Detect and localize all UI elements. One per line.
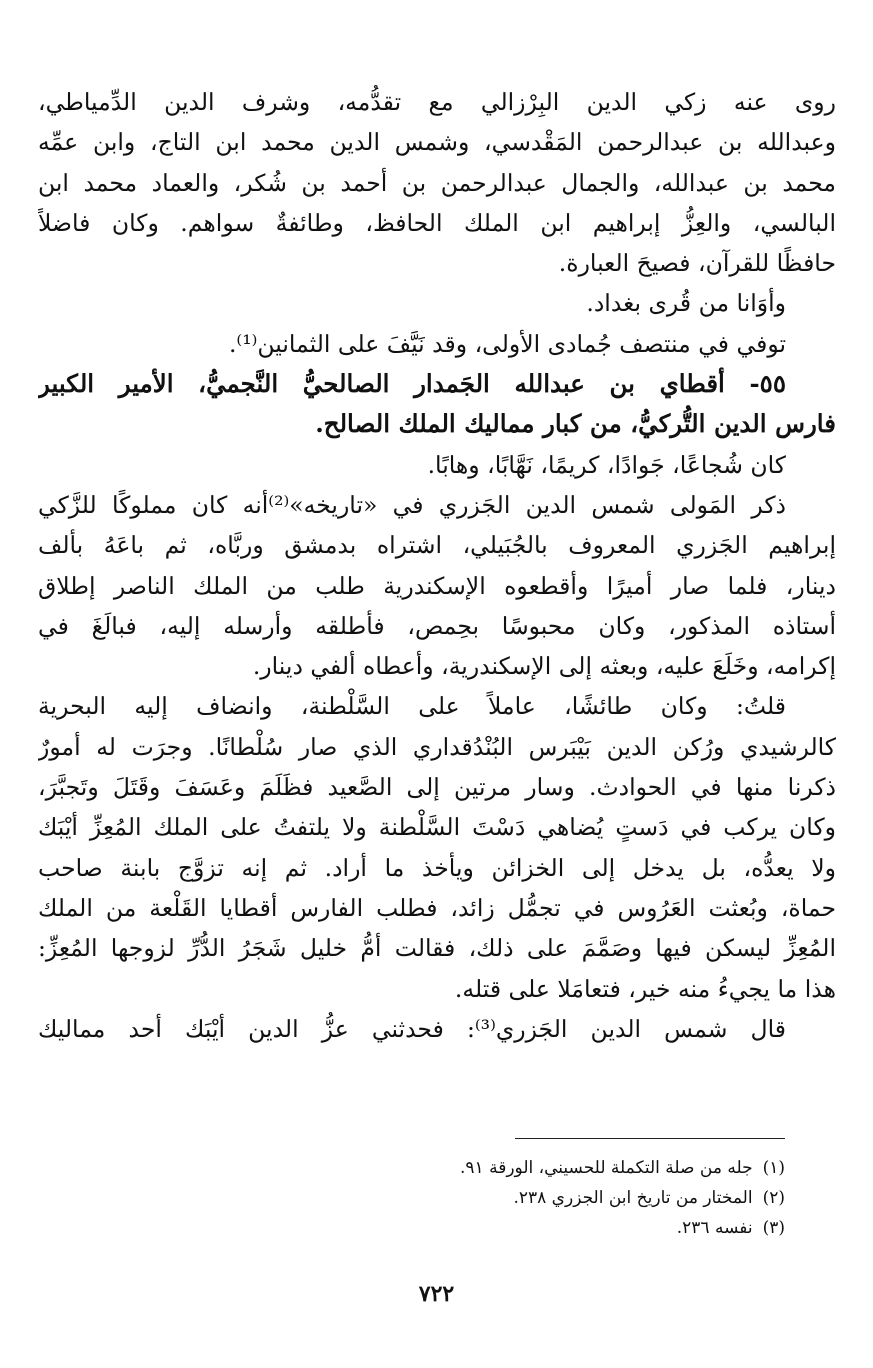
main-text-block bbox=[38, 82, 836, 1049]
footnote-item bbox=[135, 1213, 785, 1243]
entry-heading: فارس الدين التُّركيُّ، من كبار مماليك الملك الصالح. bbox=[315, 409, 836, 439]
footnote-text: جله من صلة التكملة للحسيني، الورقة ٩١. bbox=[460, 1158, 753, 1178]
text-line: دينار، فلما صار أميرًا وأقطعوه الإسكندرية طلب من الملك الناصر إطلاق bbox=[38, 571, 836, 600]
footnote-item bbox=[135, 1153, 785, 1183]
text-line: قال شمس الدين الجَزري⁽³⁾: فحدثني عزُّ الدين أيْبَك أحد مماليك bbox=[38, 1014, 786, 1043]
text-line: حافظًا للقرآن، فصيحَ العبارة. bbox=[558, 249, 836, 278]
footnotes bbox=[135, 1153, 785, 1243]
text-line: إبراهيم الجَزري المعروف بالجُبَيلي، اشتراه بدمشق وربَّاه، ثم باعَهُ بألف bbox=[38, 531, 836, 560]
footnote-item bbox=[135, 1183, 785, 1213]
text-line: قلتُ: وكان طائشًا، عاملاً على السَّلْطنة، وانضاف إليه البحرية bbox=[38, 692, 786, 721]
text-line: كالرشيدي ورُكن الدين بَيْبَرس البُنْدُقداري الذي صار سُلْطانًا. وجرَت له أمورٌ bbox=[38, 732, 836, 761]
text-line: روى عنه زكي الدين البِرْزالي مع تقدُّمه، وشرف الدين الدِّمياطي، bbox=[38, 88, 836, 116]
footnote-divider bbox=[515, 1138, 785, 1139]
text-line: وعبدالله بن عبدالرحمن المَقْدسي، وشمس الدين محمد ابن التاج، وابن عمِّه bbox=[38, 128, 836, 157]
text-line: وكان يركب في دَستٍ يُضاهي دَسْتَ السَّلْطنة ولا يلتفتُ على الملك المُعِزِّ أيْبَك bbox=[38, 813, 836, 842]
text-line: ولا يعدُّه، بل يدخل إلى الخزائن ويأخذ ما أراد. ثم إنه تزوَّج بابنة صاحب bbox=[38, 853, 836, 882]
text-line: هذا ما يجيءُ منه خير، فتعامَلا على قتله. bbox=[454, 974, 836, 1003]
text-line: كان شُجاعًا، جَوادًا، كريمًا، نَهَّابًا، وهابًا. bbox=[427, 450, 786, 479]
footnote-number: (٣) bbox=[762, 1218, 785, 1238]
text-line: البالسي، والعِزُّ إبراهيم ابن الملك الحافظ، وطائفةٌ سواهم. وكان فاضلاً bbox=[38, 208, 836, 237]
footnote-text: المختار من تاريخ ابن الجزري ٢٣٨. bbox=[513, 1188, 753, 1208]
footnote-text: نفسه ٢٣٦. bbox=[676, 1218, 753, 1238]
footnote-number: (٢) bbox=[762, 1188, 785, 1208]
text-line: إكرامه، وخَلَعَ عليه، وبعثه إلى الإسكندرية، وأعطاه ألفي دينار. bbox=[252, 652, 836, 681]
text-line: أستاذه المذكور، وكان محبوسًا بحِمص، فأطلقه وأرسله إليه، فبالَغَ في bbox=[38, 611, 836, 640]
text-line: المُعِزِّ ليسكن فيها وصَمَّمَ على ذلك، فقالت أمُّ خليل شَجَرُ الدُّرِّ لزوجها المُعِزِّ: bbox=[38, 934, 836, 963]
text-line: حماة، وبُعثت العَرُوس في تجمُّل زائد، فطلب الفارس أقطايا القَلْعة من الملك bbox=[38, 893, 836, 922]
footnote-number: (١) bbox=[762, 1158, 785, 1178]
text-line: محمد بن عبدالله، والجمال عبدالرحمن بن أحمد بن شُكر، والعماد محمد ابن bbox=[38, 168, 836, 197]
text-line: توفي في منتصف جُمادى الأولى، وقد نَيَّفَ على الثمانين⁽¹⁾. bbox=[228, 329, 786, 358]
text-line: ذكر المَولى شمس الدين الجَزري في «تاريخه»⁽²⁾أنه كان مملوكًا للزَّكي bbox=[38, 490, 786, 519]
page-number: ٧٢٢ bbox=[418, 1281, 455, 1307]
text-line: وأوَانا من قُرى بغداد. bbox=[586, 289, 786, 318]
text-line: ذكرنا منها في الحوادث. وسار مرتين إلى الصَّعيد فظَلَمَ وعَسَفَ وقَتَلَ وتَجبَّرَ، bbox=[38, 773, 836, 802]
entry-heading: ٥٥- أقطاي بن عبدالله الجَمدار الصالحيُّ النَّجميُّ، الأمير الكبير bbox=[38, 369, 786, 399]
